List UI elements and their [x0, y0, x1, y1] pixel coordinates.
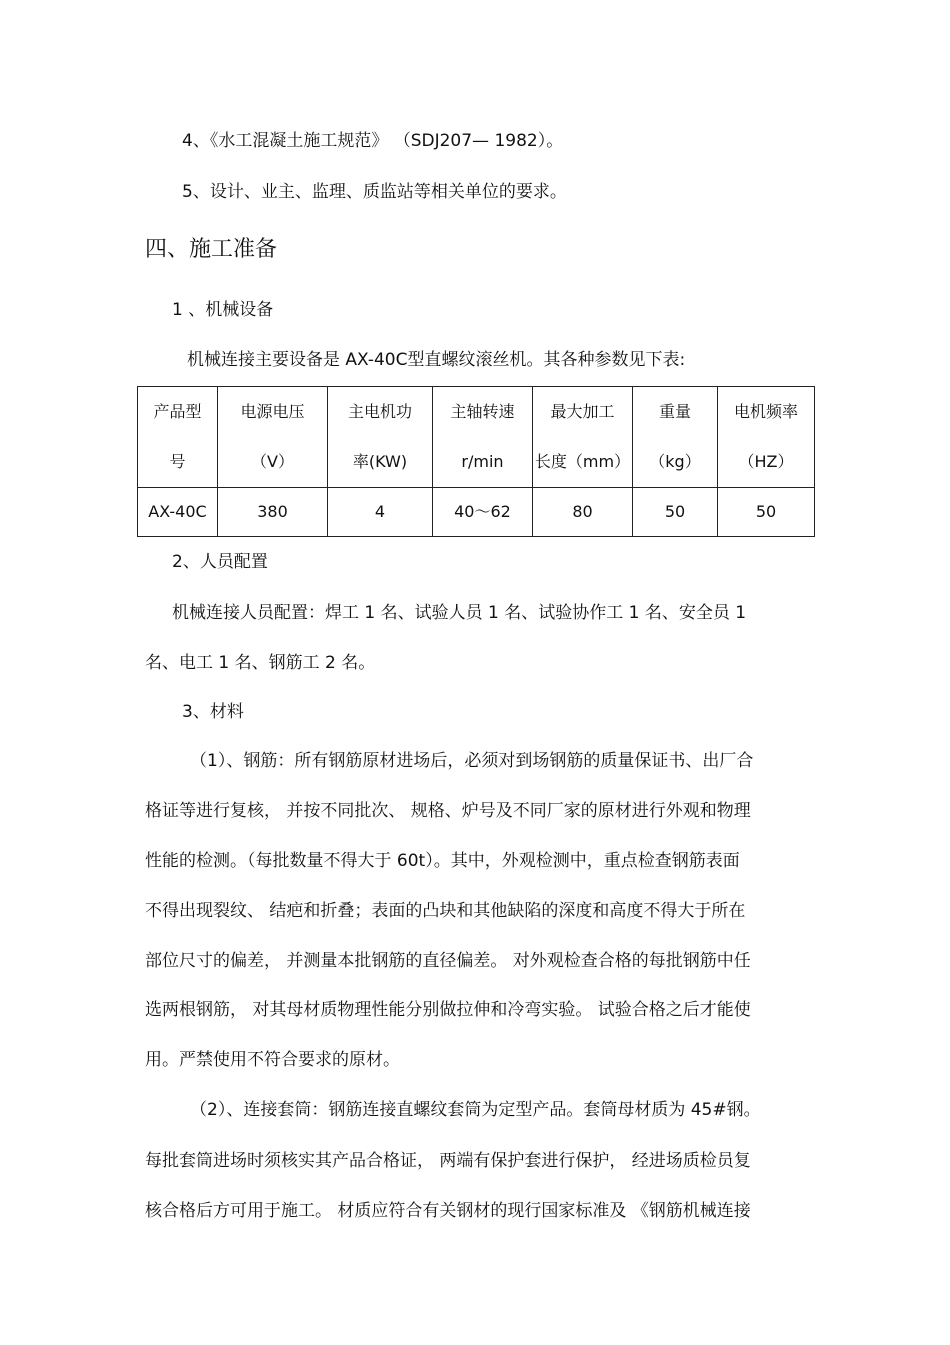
steel-paragraph-line: （1）、钢筋：所有钢筋原材进场后，必须对到场钢筋的质量保证书、出厂合 — [190, 751, 754, 771]
header-cell: 主电机功 率(KW) — [328, 387, 433, 488]
machinery-intro: 机械连接主要设备是 AX-40C型直螺纹滚丝机。其各种参数见下表: — [187, 350, 686, 370]
steel-paragraph-line: 格证等进行复核， 并按不同批次、 规格、炉号及不同厂家的原材进行外观和物理 — [145, 801, 751, 821]
steel-paragraph-line: 部位尺寸的偏差， 并测量本批钢筋的直径偏差。 对外观检查合格的每批钢筋中任 — [145, 951, 751, 971]
header-cell: 最大加工 长度（mm） — [533, 387, 633, 488]
steel-paragraph-line: 性能的检测。（每批数量不得大于 60t）。其中，外观检测中，重点检查钢筋表面 — [145, 851, 740, 871]
sleeve-paragraph-line: （2）、连接套筒：钢筋连接直螺纹套筒为定型产品。套筒母材质为 45#钢。 — [190, 1100, 761, 1120]
equipment-spec-table — [137, 386, 815, 537]
steel-paragraph-line: 选两根钢筋， 对其母材质物理性能分别做拉伸和冷弯实验。 试验合格之后才能使 — [145, 1000, 751, 1020]
table-cell: AX-40C — [138, 488, 218, 537]
subsection-title-personnel: 2、人员配置 — [172, 552, 268, 572]
header-cell: 电源电压 （V） — [218, 387, 328, 488]
section-title: 四、施工准备 — [145, 237, 278, 262]
header-cell: 产品型 号 — [138, 387, 218, 488]
table-cell: 50 — [718, 488, 815, 537]
subsection-title-machinery: 1 、机械设备 — [172, 300, 274, 320]
table-cell: 380 — [218, 488, 328, 537]
sleeve-paragraph-line: 每批套筒进场时须核实其产品合格证， 两端有保护套进行保护， 经进场质检员复 — [145, 1151, 751, 1171]
table-cell: 50 — [633, 488, 718, 537]
sleeve-paragraph-line: 核合格后方可用于施工。 材质应符合有关钢材的现行国家标准及 《钢筋机械连接 — [145, 1201, 751, 1221]
subsection-title-materials: 3、材料 — [182, 702, 244, 722]
personnel-line: 名、电工 1 名、钢筋工 2 名。 — [145, 653, 376, 673]
steel-paragraph-line: 不得出现裂纹、 结疤和折叠；表面的凸块和其他缺陷的深度和高度不得大于所在 — [145, 901, 746, 921]
header-cell: 重量 （kg） — [633, 387, 718, 488]
table-row — [138, 488, 815, 537]
personnel-line: 机械连接人员配置：焊工 1 名、试验人员 1 名、试验协作工 1 名、安全员 1 — [172, 603, 747, 623]
table-cell: 40～62 — [433, 488, 533, 537]
table-cell: 4 — [328, 488, 433, 537]
table-cell: 80 — [533, 488, 633, 537]
reference-item-4: 4、《水工混凝土施工规范》 （SDJ207— 1982）。 — [182, 131, 564, 151]
reference-item-5: 5、设计、业主、监理、质监站等相关单位的要求。 — [182, 182, 567, 202]
steel-paragraph-line: 用。严禁使用不符合要求的原材。 — [145, 1050, 400, 1070]
table-header-row — [138, 387, 815, 488]
header-cell: 电机频率 （HZ） — [718, 387, 815, 488]
header-cell: 主轴转速 r/min — [433, 387, 533, 488]
